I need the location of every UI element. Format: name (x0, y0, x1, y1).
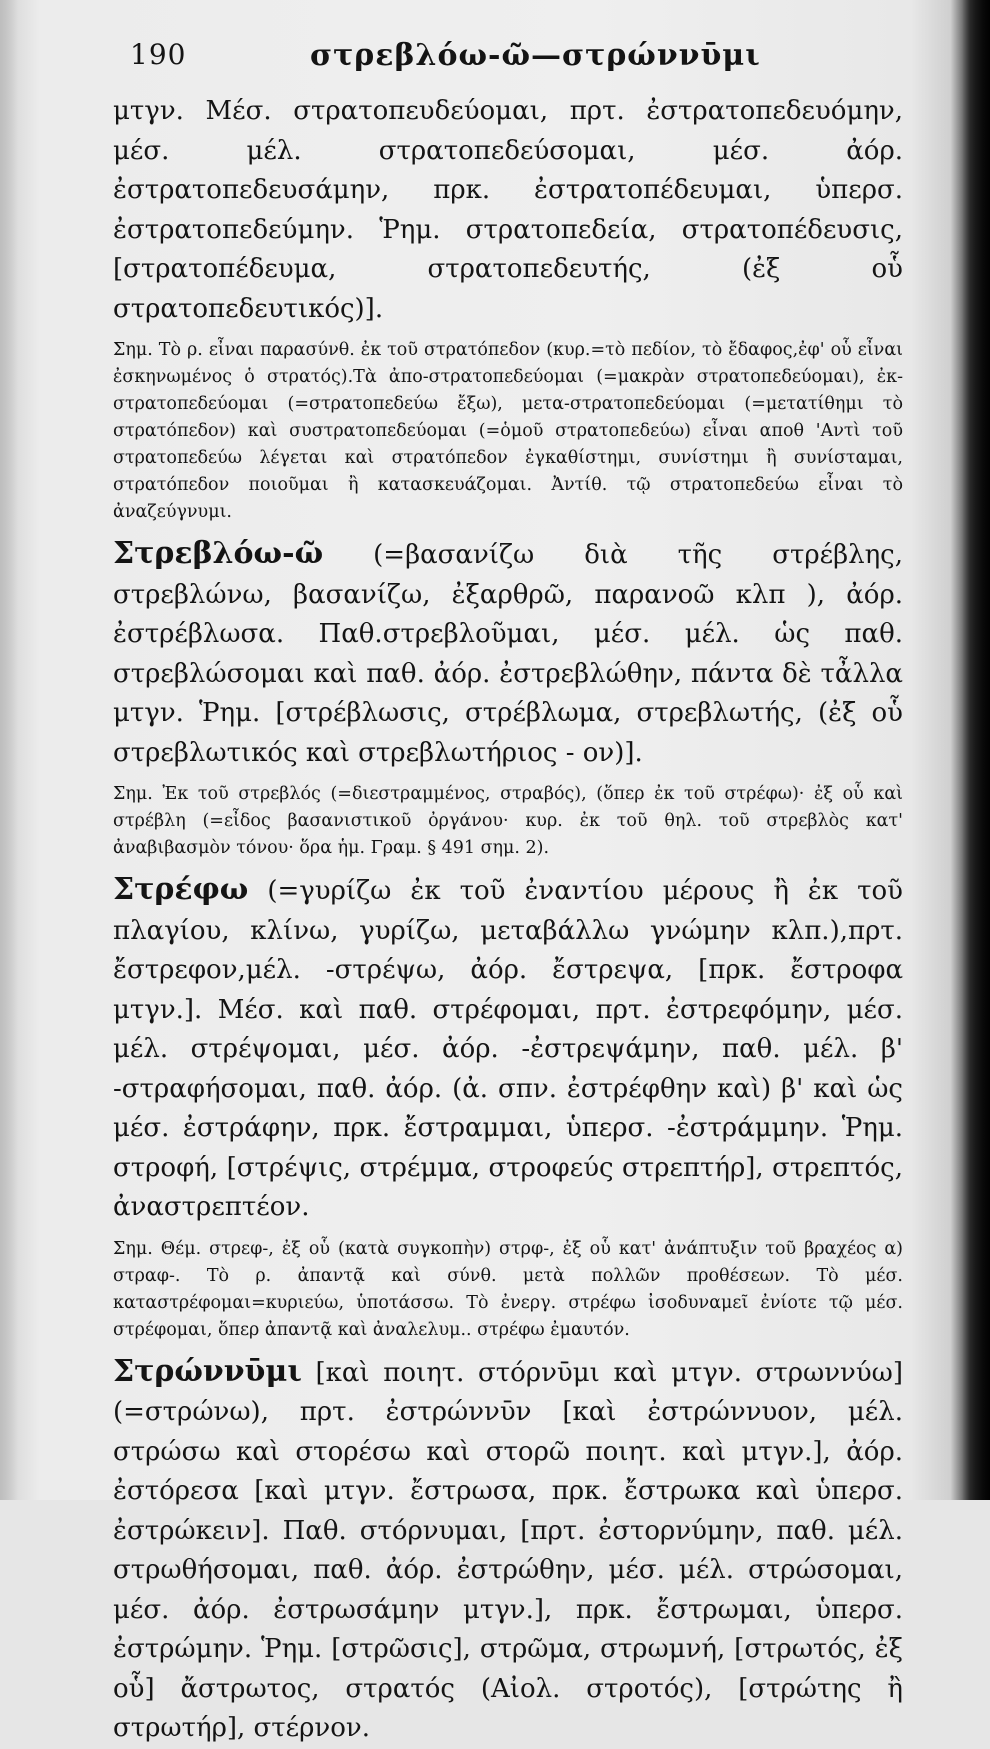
entry-text: (=βασανίζω διὰ τῆς στρέβλης, στρεβλώνω, βασανίζω, ἐξαρθρῶ, παρανοῶ κλπ ), ἀόρ. ἐστρέβλωσα. Παθ.στρεβλοῦμαι, μέσ. μέλ. ὡς παθ. στρεβλώσομαι καὶ παθ. ἀόρ. ἐστρεβλώθην, πάντα δὲ τἆλλα μτγν. Ῥημ. [στρέβλωσις, στρέβλωμα, στρεβλωτής, (ἐξ οὗ στρεβλωτικός καὶ στρεβλωτήριος - ον)]. (113, 540, 903, 768)
page-number: 190 (130, 38, 187, 71)
note-text: Σημ. Τὸ ρ. εἶναι παρασύνθ. ἐκ τοῦ στρατόπεδον (κυρ.=τὸ πεδίον, τὸ ἔδαφος,ἐφ' οὗ εἶναι ἐσκηνωμένος ὁ στρατός).Τὰ ἀπο-στρατοπεδεύομαι (=μακρὰν στρατοπεδεύομαι), ἐκ-στρατοπεδεύομαι (=στρατοπεδεύω ἔξω), μετα-στρατοπεδεύομαι (=μετατίθημι τὸ στρατόπεδον) καὶ συστρατοπεδεύομαι (=ὁμοῦ στρατοπεδεύω) εἶναι αποθ 'Αντὶ τοῦ στρατοπεδεύω λέγεται καὶ στρατόπεδον ἐγκαθίστημι, συνίστημι ἢ συνίσταμαι, στρατόπεδον ποιοῦμαι ἢ κατασκευάζομαι. Ἀντίθ. τῷ στρατοπεδεύω εἶναι τὸ ἀναζεύγνυμι. (113, 340, 903, 522)
entry-lemma: Στρεβλόω-ῶ (113, 536, 324, 571)
entry-text: (=γυρίζω ἐκ τοῦ ἐναντίου μέρους ἢ ἐκ τοῦ πλαγίου, κλίνω, γυρίζω, μεταβάλλω γνώμην κλπ.),πρτ. ἔστρεφον,μέλ. -στρέψω, ἀόρ. ἔστρεψα, [πρκ. ἔστροφα μτγν.]. Μέσ. καὶ παθ. στρέφομαι, πρτ. ἐστρεφόμην, μέσ. μέλ. στρέψομαι, μέσ. ἀόρ. -ἐστρεψάμην, παθ. μέλ. β' -στραφήσομαι, παθ. ἀόρ. (ἀ. σπν. ἐστρέφθην καὶ) β' καὶ ὡς μέσ. ἐστράφην, πρκ. ἔστραμμαι, ὑπερσ. -ἐστράμμην. Ῥημ. στροφή, [στρέψις, στρέμμα, στροφεύς στρεπτήρ], στρεπτός, ἀναστρεπτέον. (113, 876, 903, 1222)
page-left-edge (0, 0, 18, 1500)
page-header (130, 38, 890, 78)
entry-text: μτγν. Μέσ. στρατοπευδεύομαι, πρτ. ἐστρατοπεδευόμην, μέσ. μέλ. στρατοπεδεύσομαι, μέσ. ἀόρ. ἐστρατοπεδευσάμην, πρκ. ἐστρατοπέδευμαι, ὑπερσ. ἐστρατοπεδεύμην. Ῥημ. στρατοπεδεία, στρατοπέδευσις, [στρατοπέδευμα, στρατοπεδευτής, (ἐξ οὗ στρατοπεδευτικός)]. (113, 96, 903, 324)
entry-note (113, 781, 903, 862)
entry-lemma: Στρέφω (113, 872, 249, 907)
entry-strwnnymi (113, 1352, 903, 1749)
entry-continuation (113, 92, 903, 329)
entry-text: [καὶ ποιητ. στόρνῡμι καὶ μτγν. στρωννύω] (=στρώνω), πρτ. ἐστρώννῡν [καὶ ἐστρώννυον, μέλ. στρώσω καὶ στορέσω καὶ στορῶ ποιητ. καὶ μτγν.], ἀόρ. ἐστόρεσα [καὶ μτγν. ἔστρωσα, πρκ. ἔστρωκα καὶ ὑπερσ. ἐστρώκειν]. Παθ. στόρνυμαι, [πρτ. ἐστορνύμην, παθ. μέλ. στρωθήσομαι, παθ. ἀόρ. ἐστρώθην, μέσ. μέλ. στρώσομαι, μέσ. ἀόρ. ἐστρωσάμην μτγν.], πρκ. ἔστρωμαι, ὑπερσ. ἐστρώμην. Ῥημ. [στρῶσις], στρῶμα, στρωμνή, [στρωτός, ἐξ οὗ] ἄστρωτος, στρατός (Αἰολ. στροτός), [στρώτης ἢ στρωτήρ], στέρνον. (113, 1357, 903, 1743)
entry-streblow (113, 534, 903, 773)
dictionary-content (113, 92, 903, 1749)
book-spine-shadow (962, 0, 990, 1500)
entry-strefo (113, 870, 903, 1228)
entry-lemma: Στρώννῡμι (113, 1353, 302, 1389)
running-head: στρεβλόω-ῶ—στρώννῡμι (310, 38, 761, 73)
note-text: Σημ. Ἐκ τοῦ στρεβλός (=διεστραμμένος, στραβός), (ὅπερ ἐκ τοῦ στρέφω)· ἐξ οὗ καὶ στρέβλη (=εἶδος βασανιστικοῦ ὀργάνου· κυρ. ἐκ τοῦ θηλ. τοῦ στρεβλὸς κατ' ἀναβιβασμὸν τόνου· ὅρα ἡμ. Γραμ. § 491 σημ. 2). (113, 784, 903, 858)
entry-note (113, 337, 903, 526)
note-text: Σημ. Θέμ. στρεφ-, ἐξ οὗ (κατὰ συγκοπὴν) στρφ-, ἐξ οὗ κατ' ἀνάπτυξιν τοῦ βραχέος α) στραφ-. Τὸ ρ. ἀπαντᾷ καὶ σύνθ. μετὰ πολλῶν προθέσεων. Τὸ μέσ. καταστρέφομαι=κυριεύω, ὑποτάσσω. Τὸ ἐνεργ. στρέφω ἰσοδυναμεῖ ἐνίοτε τῷ μέσ. στρέφομαι, ὅπερ ἀπαντᾷ καὶ ἀναλελυμ.. στρέφω ἐμαυτόν. (113, 1238, 903, 1340)
entry-note (113, 1236, 903, 1344)
